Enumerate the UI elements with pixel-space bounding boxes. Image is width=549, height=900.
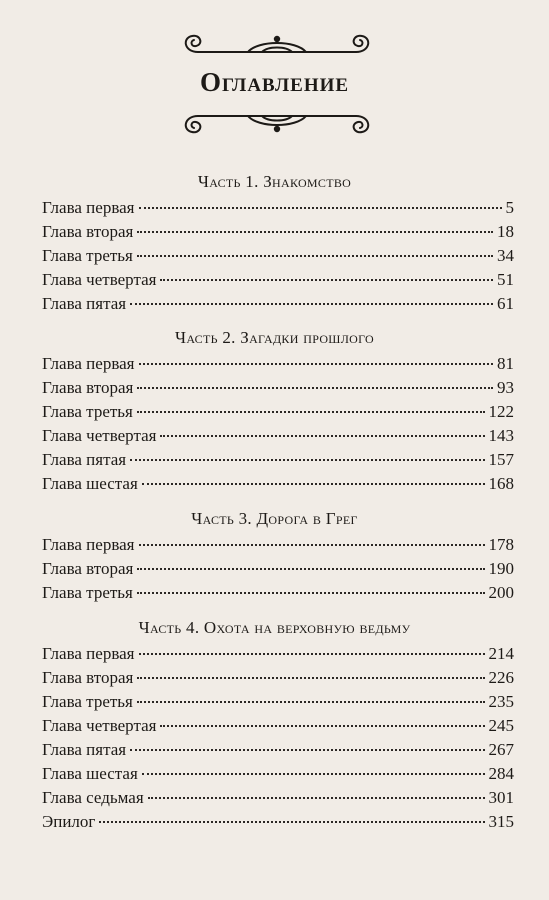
chapter-title: Глава седьмая bbox=[42, 788, 144, 807]
toc-entry[interactable] bbox=[42, 740, 514, 762]
toc-entry[interactable] bbox=[42, 764, 514, 786]
page-number: 315 bbox=[488, 812, 514, 831]
page-number: 5 bbox=[505, 198, 514, 217]
page-title: Оглавление bbox=[199, 67, 350, 97]
dot-leader bbox=[139, 363, 494, 365]
chapter-title: Глава первая bbox=[42, 535, 135, 554]
page-number: 18 bbox=[497, 222, 514, 241]
chapter-title: Глава третья bbox=[42, 692, 133, 711]
chapter-title: Глава вторая bbox=[42, 668, 134, 687]
toc-entry[interactable] bbox=[42, 716, 514, 738]
dot-leader bbox=[137, 411, 485, 413]
page-number: 61 bbox=[497, 294, 514, 313]
dot-leader bbox=[160, 725, 484, 727]
dot-leader bbox=[137, 701, 485, 703]
top-flourish-ornament bbox=[178, 28, 376, 62]
page-number: 157 bbox=[488, 450, 514, 469]
page-number: 168 bbox=[488, 474, 514, 493]
chapter-title: Эпилог bbox=[42, 812, 96, 831]
chapter-title: Глава третья bbox=[42, 583, 133, 602]
toc-entry[interactable] bbox=[42, 812, 514, 834]
bottom-flourish-ornament bbox=[178, 106, 376, 140]
page-number: 143 bbox=[488, 426, 514, 445]
toc-entry[interactable] bbox=[42, 246, 514, 268]
part-heading: Часть 1. Знакомство bbox=[197, 172, 352, 191]
dot-leader bbox=[130, 303, 493, 305]
page-number: 122 bbox=[488, 402, 514, 421]
chapter-title: Глава четвертая bbox=[42, 426, 157, 445]
part-heading: Часть 2. Загадки прошлого bbox=[174, 328, 375, 347]
toc-entry[interactable] bbox=[42, 426, 514, 448]
dot-leader bbox=[137, 592, 485, 594]
chapter-title: Глава четвертая bbox=[42, 270, 157, 289]
chapter-title: Глава пятая bbox=[42, 294, 127, 313]
dot-leader bbox=[137, 255, 493, 257]
chapter-title: Глава четвертая bbox=[42, 716, 157, 735]
toc-entry[interactable] bbox=[42, 583, 514, 605]
toc-entry[interactable] bbox=[42, 294, 514, 316]
toc-entry[interactable] bbox=[42, 474, 514, 496]
toc-entry[interactable] bbox=[42, 378, 514, 400]
page-number: 178 bbox=[488, 535, 514, 554]
page-number: 214 bbox=[488, 644, 514, 663]
dot-leader bbox=[137, 387, 493, 389]
toc-entry[interactable] bbox=[42, 354, 514, 376]
chapter-title: Глава первая bbox=[42, 644, 135, 663]
toc-entry[interactable] bbox=[42, 559, 514, 581]
page-number: 301 bbox=[488, 788, 514, 807]
toc-entry[interactable] bbox=[42, 535, 514, 557]
toc-entry[interactable] bbox=[42, 668, 514, 690]
dot-leader bbox=[160, 279, 493, 281]
toc-entry[interactable] bbox=[42, 270, 514, 292]
dot-leader bbox=[160, 435, 484, 437]
dot-leader bbox=[142, 483, 485, 485]
page-number: 51 bbox=[497, 270, 514, 289]
chapter-title: Глава вторая bbox=[42, 222, 134, 241]
page-number: 235 bbox=[488, 692, 514, 711]
chapter-title: Глава вторая bbox=[42, 378, 134, 397]
toc-entry[interactable] bbox=[42, 692, 514, 714]
toc-entry[interactable] bbox=[42, 402, 514, 424]
chapter-title: Глава третья bbox=[42, 402, 133, 421]
dot-leader bbox=[142, 773, 485, 775]
dot-leader bbox=[99, 821, 484, 823]
page-number: 93 bbox=[497, 378, 514, 397]
page-number: 284 bbox=[488, 764, 514, 783]
chapter-title: Глава первая bbox=[42, 354, 135, 373]
dot-leader bbox=[130, 459, 484, 461]
chapter-title: Глава шестая bbox=[42, 764, 138, 783]
page-number: 267 bbox=[488, 740, 514, 759]
toc-entry[interactable] bbox=[42, 450, 514, 472]
toc-entry[interactable] bbox=[42, 222, 514, 244]
dot-leader bbox=[139, 207, 502, 209]
page-number: 200 bbox=[488, 583, 514, 602]
part-heading: Часть 4. Охота на верховную ведьму bbox=[138, 618, 411, 637]
chapter-title: Глава третья bbox=[42, 246, 133, 265]
dot-leader bbox=[139, 544, 485, 546]
page-number: 226 bbox=[488, 668, 514, 687]
toc-entry[interactable] bbox=[42, 644, 514, 666]
page-number: 245 bbox=[488, 716, 514, 735]
toc-entry[interactable] bbox=[42, 198, 514, 220]
page-number: 34 bbox=[497, 246, 514, 265]
chapter-title: Глава пятая bbox=[42, 450, 127, 469]
page-number: 190 bbox=[488, 559, 514, 578]
chapter-title: Глава вторая bbox=[42, 559, 134, 578]
chapter-title: Глава первая bbox=[42, 198, 135, 217]
page-number: 81 bbox=[497, 354, 514, 373]
toc-entry[interactable] bbox=[42, 788, 514, 810]
dot-leader bbox=[137, 568, 484, 570]
dot-leader bbox=[130, 749, 484, 751]
part-heading: Часть 3. Дорога в Грег bbox=[191, 509, 358, 528]
chapter-title: Глава шестая bbox=[42, 474, 138, 493]
dot-leader bbox=[137, 231, 493, 233]
dot-leader bbox=[148, 797, 485, 799]
chapter-title: Глава пятая bbox=[42, 740, 127, 759]
dot-leader bbox=[137, 677, 484, 679]
dot-leader bbox=[139, 653, 485, 655]
